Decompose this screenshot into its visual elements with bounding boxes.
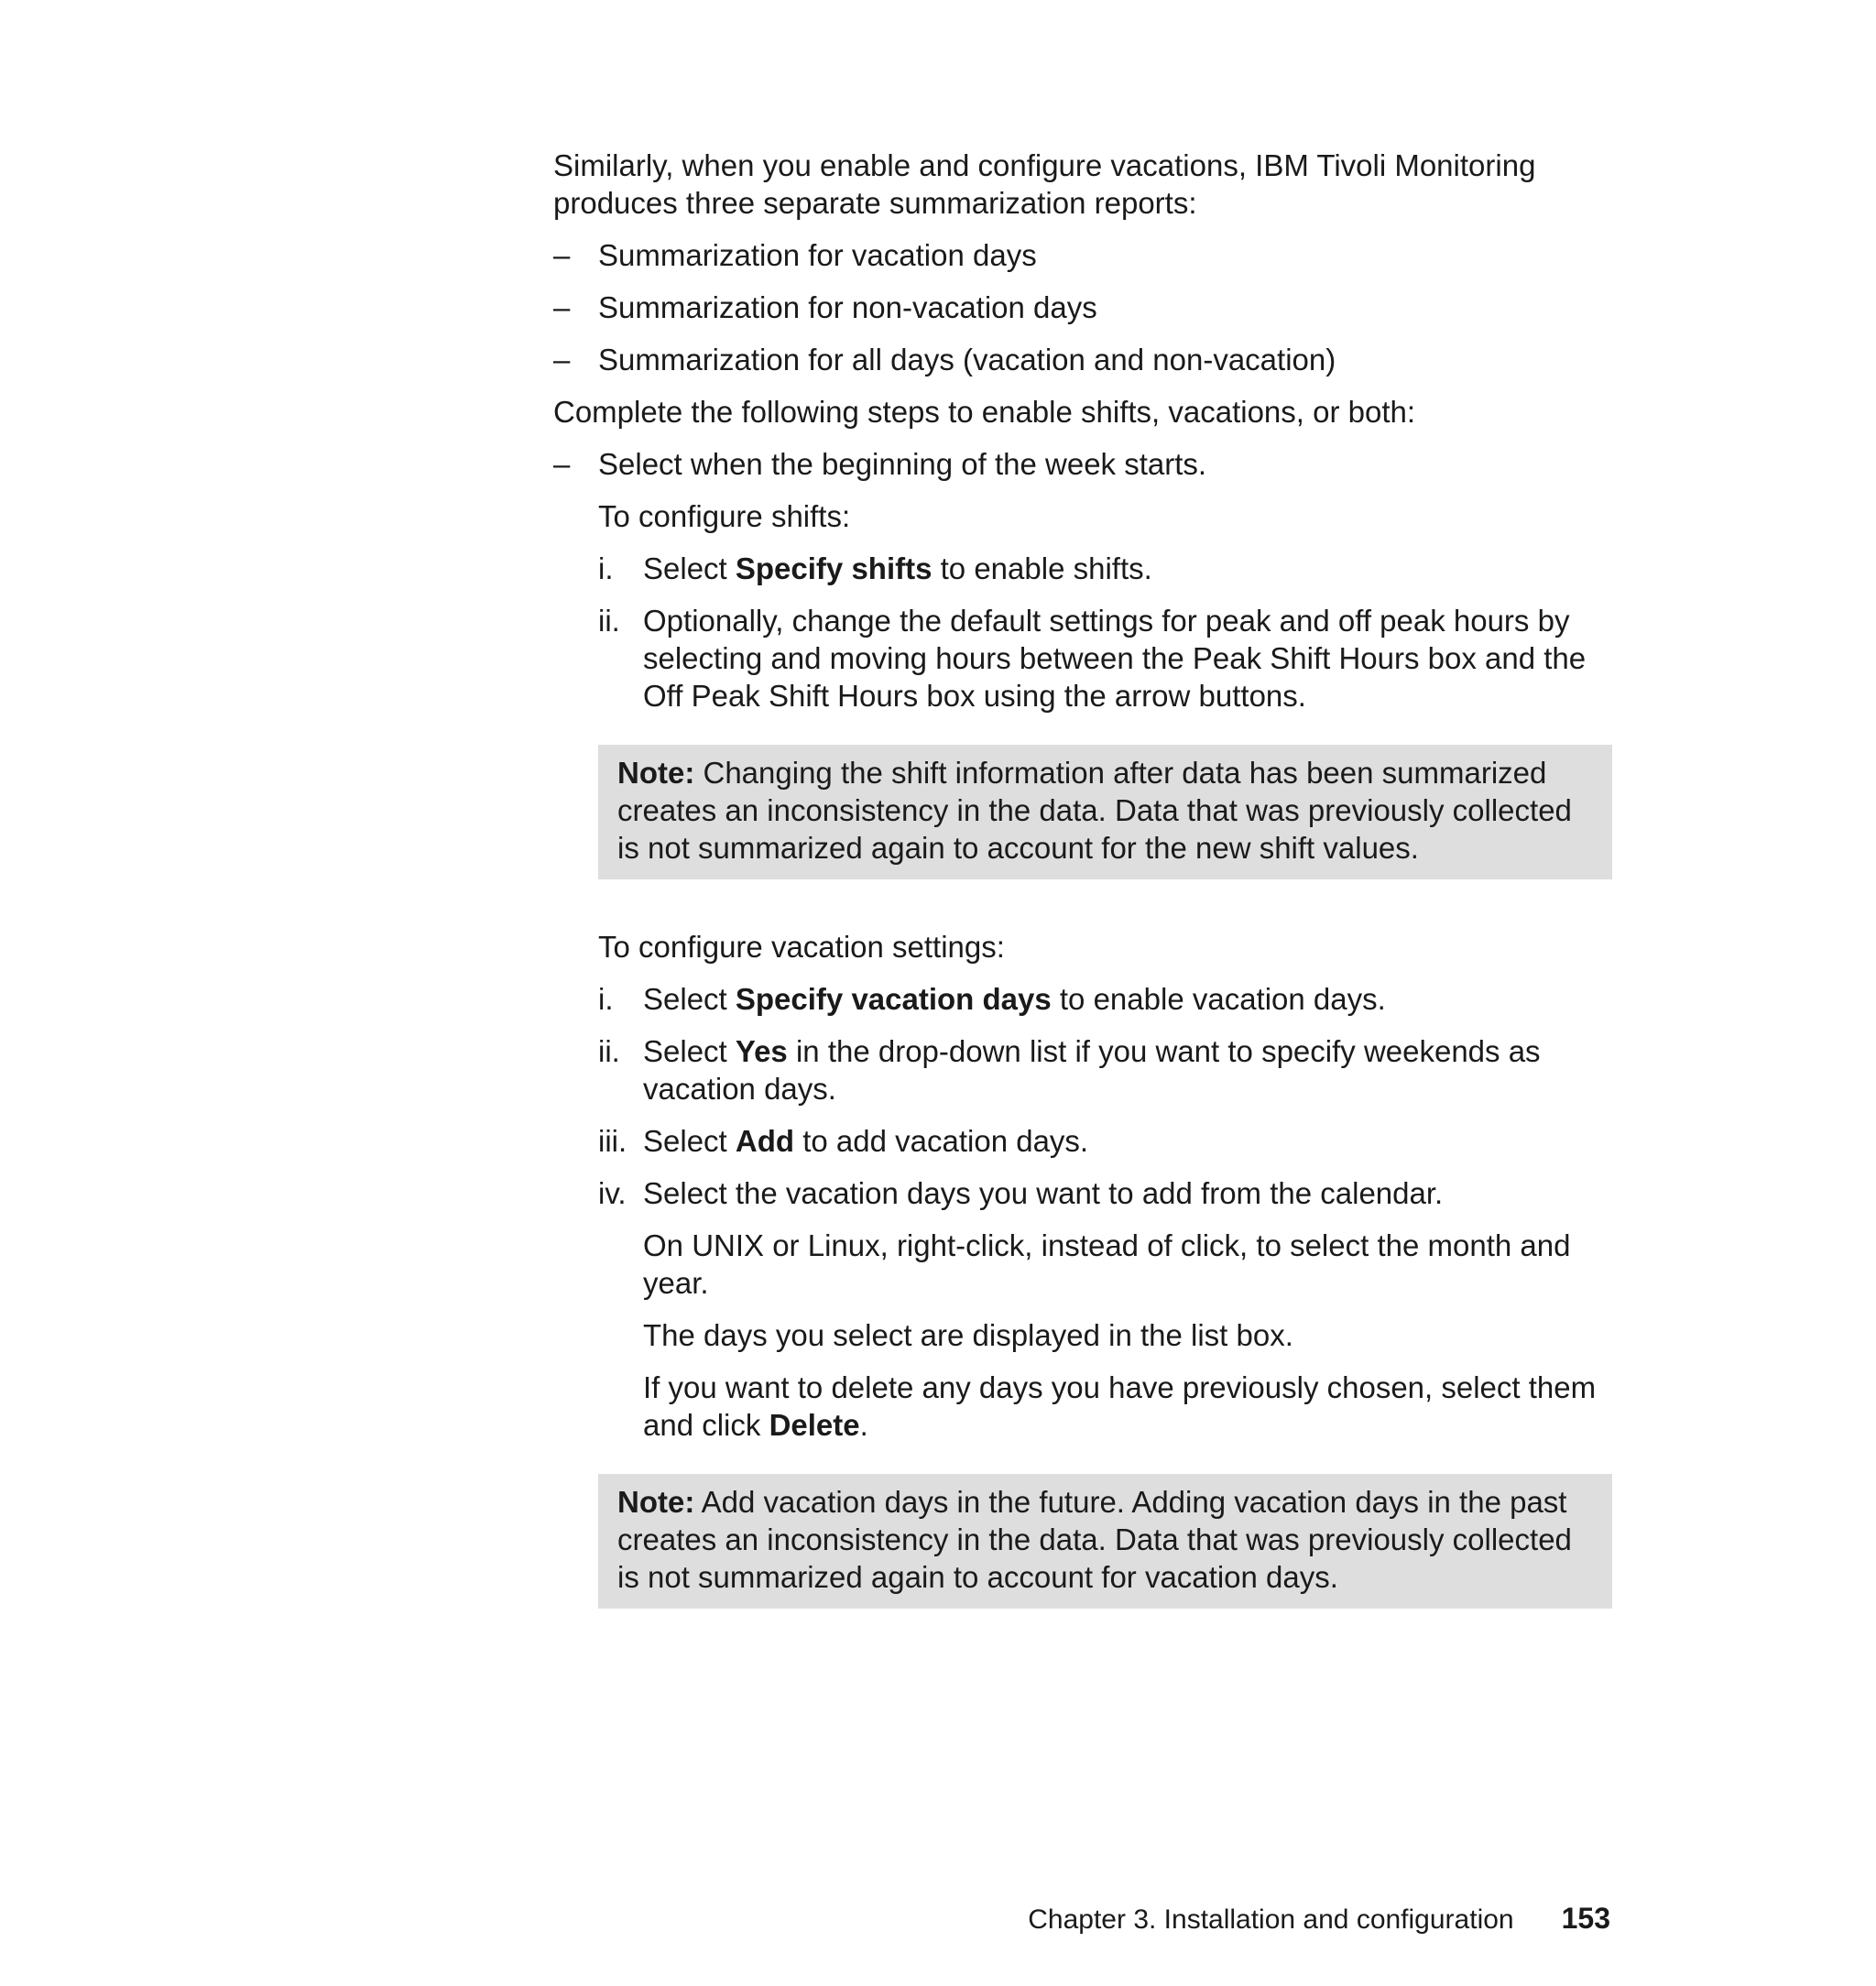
note-label: Note: [617, 756, 695, 790]
step-text-after: to enable vacation days. [1051, 982, 1386, 1016]
list-item [553, 236, 1616, 274]
ui-term-specify-vacation-days: Specify vacation days [735, 982, 1052, 1016]
step-text-after: to add vacation days. [794, 1124, 1089, 1158]
ui-term-specify-shifts: Specify shifts [735, 551, 933, 585]
note-text: Changing the shift information after data has been summarized creates an inconsistency in the data. Data that was previously collected is not summarized again to account for the new shift values. [617, 756, 1572, 865]
step-number: iii. [598, 1124, 627, 1158]
list-item-text: Select when the beginning of the week starts. [598, 447, 1207, 481]
note-text: Add vacation days in the future. Adding vacation days in the past creates an inconsistency in the data. Data that was previously collected is not summarized again to account for vacation days. [617, 1485, 1572, 1594]
intro-paragraph: Similarly, when you enable and configure vacations, IBM Tivoli Monitoring produces three separate summarization reports: [553, 148, 1536, 220]
list-item-text: Summarization for all days (vacation and non-vacation) [598, 343, 1336, 376]
step-text-before: Select [643, 551, 736, 585]
vacation-step [598, 1174, 1616, 1212]
continuation-paragraph: On UNIX or Linux, right-click, instead of click, to select the month and year. [643, 1228, 1571, 1300]
delete-text-before: If you want to delete any days you have previously chosen, select them and click [643, 1370, 1597, 1442]
vacations-section [598, 928, 1616, 1444]
step-number: i. [598, 551, 614, 585]
ui-term-yes: Yes [735, 1034, 788, 1068]
dash-marker: – [553, 238, 571, 272]
page-number: 153 [1561, 1902, 1610, 1935]
step-text-before: Select [643, 982, 736, 1016]
list-item [553, 341, 1616, 378]
dash-marker: – [553, 290, 571, 324]
step-text-after: in the drop-down list if you want to specify weekends as vacation days. [643, 1034, 1541, 1106]
step-text-before: Select [643, 1124, 736, 1158]
step-number: ii. [598, 1034, 620, 1068]
vacation-step [598, 980, 1616, 1018]
step-text: Optionally, change the default settings for peak and off peak hours by selecting and moving hours between the Peak Shift Hours box and the Off Peak Shift Hours box using the arrow buttons. [643, 604, 1587, 713]
shifts-heading: To configure shifts: [598, 499, 851, 533]
vacation-step [598, 1122, 1616, 1160]
step-number: ii. [598, 604, 620, 638]
note-label: Note: [617, 1485, 695, 1519]
shifts-section [598, 497, 1616, 715]
shift-step [598, 602, 1616, 715]
step-text-after: to enable shifts. [932, 551, 1152, 585]
vacations-heading: To configure vacation settings: [598, 930, 1005, 964]
step-number: iv. [598, 1176, 627, 1210]
step-number: i. [598, 982, 614, 1016]
continuation-paragraph: The days you select are displayed in the list box. [643, 1318, 1293, 1352]
delete-text-after: . [859, 1408, 868, 1442]
ui-term-delete: Delete [769, 1408, 860, 1442]
vacation-note-box [598, 1474, 1612, 1609]
list-item [553, 289, 1616, 326]
list-item-text: Summarization for vacation days [598, 238, 1037, 272]
list-item-text: Summarization for non-vacation days [598, 290, 1097, 324]
week-step-item [553, 445, 1616, 483]
ui-term-add: Add [735, 1124, 795, 1158]
page-footer [0, 1900, 1610, 1938]
dash-marker: – [553, 447, 571, 481]
shift-note-box [598, 745, 1612, 879]
step-text-before: Select [643, 1034, 736, 1068]
chapter-title: Chapter 3. Installation and configuration [1028, 1904, 1514, 1935]
step-text: Select the vacation days you want to add from the calendar. [643, 1176, 1444, 1210]
shift-step [598, 550, 1616, 587]
page-body [553, 147, 1616, 1609]
dash-marker: – [553, 343, 571, 376]
delete-paragraph [598, 1369, 1616, 1444]
summary-list [553, 236, 1616, 378]
steps-intro: Complete the following steps to enable shifts, vacations, or both: [553, 395, 1416, 429]
vacation-step [598, 1032, 1616, 1108]
